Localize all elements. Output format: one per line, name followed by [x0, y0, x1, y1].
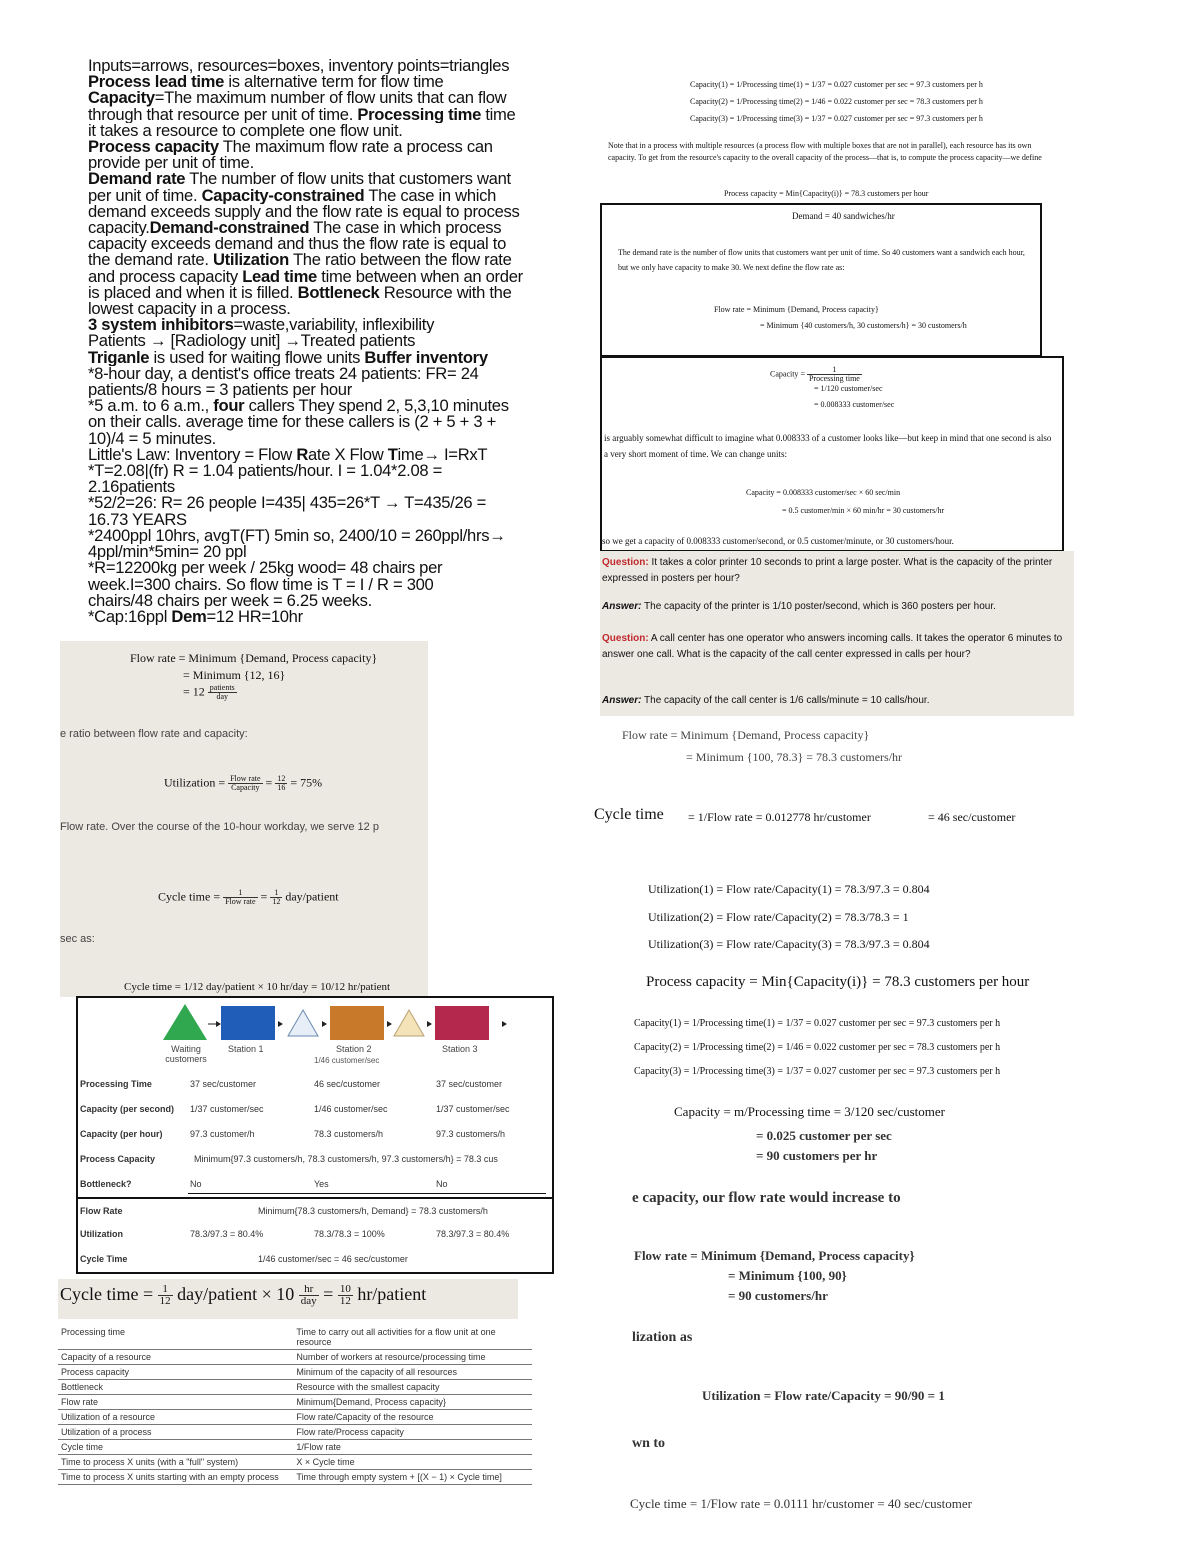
flow-rate-unit-den: day [216, 692, 228, 701]
note-term: four [213, 398, 245, 415]
arrow-icon [216, 1021, 221, 1027]
process-row-cell: 37 sec/customer [436, 1079, 503, 1089]
note-text: *52/2=26: R= 26 people I=435| 435=26*T → T=435/26 = [88, 495, 487, 512]
process-row-label: Flow Rate [80, 1206, 123, 1216]
process-row-cell: 37 sec/customer [190, 1079, 257, 1089]
note-text: *R=12200kg per week / 25kg wood= 48 chairs per [88, 560, 443, 577]
note-term: Capacity-constrained [201, 187, 365, 204]
cycle-n2: 1 [270, 889, 282, 898]
note-line [88, 431, 578, 447]
utilization-3: Utilization(3) = Flow rate/Capacity(3) = 78.3/97.3 = 0.804 [648, 937, 930, 951]
definition-row [58, 1395, 532, 1410]
utilization-1: Utilization(1) = Flow rate/Capacity(1) = 78.3/97.3 = 0.804 [648, 882, 930, 896]
note-line [88, 252, 578, 268]
definition-term: Utilization of a resource [58, 1410, 293, 1425]
note-text: Patients → [Radiology unit] →Treated patients [88, 333, 416, 350]
note-text: 16.73 YEARS [88, 511, 187, 528]
note-text: ate X Flow [308, 446, 388, 464]
note-term: Process capacity [88, 139, 219, 156]
note-term: Utilization [212, 252, 289, 269]
cycle-time-label: Cycle time [594, 806, 664, 823]
waiting-triangle-icon [163, 1004, 207, 1040]
note-text: =12 HR=10hr [206, 608, 303, 626]
capacity-b-1: Capacity = m/Processing time = 3/120 sec/customer [674, 1104, 946, 1119]
process-note: Note that in a process with multiple resources (a process flow with multiple boxes that are not in parallel), each resource has its own capacity. To get from the resource's capacity to the overall capacity of the process—that is, to compute the process capacity—we define [608, 141, 1042, 162]
note-text: through that resource per unit of time. [88, 106, 358, 123]
util-n2: 12 [277, 774, 286, 783]
process-row-label: Capacity (per hour) [80, 1129, 163, 1139]
capacity-b-3: = 90 customers per hr [756, 1148, 878, 1163]
note-line [88, 123, 578, 139]
demand-box [600, 203, 1042, 357]
definitions-table [58, 1325, 532, 1485]
cycle-big-n2: hr [299, 1284, 319, 1296]
cycle-time-formula [60, 1284, 426, 1307]
process-row-cell: 97.3 customers/h [436, 1129, 506, 1139]
capacity-line-3: Capacity(3) = 1/Processing time(3) = 1/37 = 0.027 customer per sec = 97.3 customers per h [690, 114, 983, 123]
cycle-big-n3: 10 [339, 1283, 351, 1296]
cycle-big-mid: day/patient × 10 [177, 1284, 295, 1304]
note-line [88, 560, 578, 576]
note-text: time [481, 106, 516, 123]
station-1-box [221, 1006, 275, 1040]
definition-term: Utilization of a process [58, 1425, 293, 1440]
flow-rate-line-1: Flow rate = Minimum {Demand, Process capacity} [130, 651, 378, 665]
cycle-time-c: Cycle time = 1/Flow rate = 0.0111 hr/customer = 40 sec/customer [630, 1496, 972, 1511]
capacity-b-2: = 0.025 customer per sec [756, 1128, 892, 1143]
note-term: Capacity [88, 90, 155, 107]
note-text: patients/8 hours = 3 patients per hour [88, 382, 352, 399]
util-frac-den: Capacity [231, 783, 260, 792]
note-term: Triganle [88, 349, 150, 366]
definition-row [58, 1470, 532, 1485]
answer-1-label: Answer: [602, 601, 642, 612]
utilization-2: Utilization(2) = Flow rate/Capacity(2) = 78.3/78.3 = 1 [648, 910, 909, 924]
note-line [88, 479, 578, 495]
answer-1-text: The capacity of the printer is 1/10 poster/second, which is 360 posters per hour. [641, 601, 996, 612]
arrow-icon [278, 1021, 283, 1027]
cycle-den: Flow rate [225, 897, 256, 906]
demand-text: The demand rate is the number of flow units that customers want per unit of time. So 40 customers want a sandwich each hour, but we only have capacity to make 30. We next define the flow rate as: [618, 248, 1025, 272]
note-text: capacity. [88, 220, 150, 237]
definition-row [58, 1440, 532, 1455]
capacity-result: so we get a capacity of 0.008333 customer/second, or 0.5 customer/minute, or 30 customers/hour. [602, 536, 954, 546]
cycle-unit: day/patient [285, 889, 339, 904]
definition-row [58, 1325, 532, 1350]
capacity-2-line-3: Capacity(3) = 1/Processing time(3) = 1/37 = 0.027 customer per sec = 97.3 customers per h [634, 1066, 1001, 1077]
note-text: =The maximum number of flow units that can flow [154, 90, 507, 107]
station-3-box [435, 1006, 489, 1040]
cycle-d2: 12 [272, 897, 281, 906]
capacity-line-2: Capacity(2) = 1/Processing time(2) = 1/46 = 0.022 customer per sec = 78.3 customers per h [690, 97, 983, 106]
capacity-conv-1: Capacity = 0.008333 customer/sec × 60 sec/min [746, 488, 901, 497]
flow-rate-c-3: = 90 customers/hr [728, 1288, 828, 1303]
process-table-row [78, 1147, 552, 1172]
definition-row [58, 1410, 532, 1425]
arrow-icon [387, 1021, 392, 1027]
process-table-row [78, 1097, 552, 1122]
process-row-cell: 1/37 customer/sec [190, 1104, 264, 1114]
arrow-icon [322, 1021, 327, 1027]
note-term: Process lead time [88, 74, 225, 91]
capacity-2-line-2: Capacity(2) = 1/Processing time(2) = 1/46 = 0.022 customer per sec = 78.3 customers per h [634, 1042, 1001, 1053]
increase-text: e capacity, our flow rate would increase to [632, 1190, 901, 1206]
utilization-line [164, 775, 322, 792]
utilization-as-text: lization as [632, 1330, 693, 1345]
definition-term: Processing time [58, 1325, 293, 1350]
definition-formula: Time to carry out all activities for a flow unit at one resource [293, 1325, 532, 1350]
down-to-text: wn to [632, 1436, 666, 1451]
note-text: is placed and when it is filled. [88, 284, 298, 302]
definition-row [58, 1365, 532, 1380]
process-flow-table [76, 996, 554, 1274]
note-text: is alternative term for flow time [224, 74, 444, 91]
note-text: The maximum flow rate a process can [218, 139, 493, 156]
note-term: Demand rate [88, 171, 186, 188]
note-line [88, 74, 578, 90]
note-line [88, 512, 578, 528]
capacity-2-line-1: Capacity(1) = 1/Processing time(1) = 1/37 = 0.027 customer per sec = 97.3 customers per h [634, 1018, 1001, 1029]
process-row-cell: No [190, 1179, 202, 1189]
note-text: Inputs=arrows, resources=boxes, inventory points=triangles [88, 58, 510, 75]
definition-formula: Time through empty system + [(X − 1) × Cycle time] [293, 1470, 532, 1485]
demand-line: Demand = 40 sandwiches/hr [792, 211, 895, 221]
process-row-label: Utilization [80, 1229, 123, 1239]
definition-row [58, 1425, 532, 1440]
note-term: Bottleneck [297, 284, 380, 302]
flow-rate-line-3 [183, 684, 237, 701]
note-text: capacity exceeds demand and thus the flow rate is equal to [88, 236, 506, 253]
note-line [88, 447, 578, 463]
process-row-cell: Yes [314, 1179, 329, 1189]
note-text: Little's Law: Inventory = Flow [88, 446, 297, 464]
demand-flow-rate-2: = Minimum {40 customers/h, 30 customers/h} = 30 customers/h [760, 321, 967, 330]
ratio-text: e ratio between flow rate and capacity: [60, 728, 248, 740]
capacity-line-1: Capacity(1) = 1/Processing time(1) = 1/37 = 0.027 customer per sec = 97.3 customers per h [690, 80, 983, 89]
cycle-big-post: hr/patient [357, 1284, 427, 1304]
cycle-time-line-2: Cycle time = 1/12 day/patient × 10 hr/day = 10/12 hr/patient [124, 981, 391, 993]
cycle-time-result: = 46 sec/customer [928, 810, 1016, 824]
cycle-big-n1: 1 [158, 1284, 173, 1296]
note-text: 4ppl/min*5min= 20 ppl [88, 544, 247, 561]
note-text: week.I=300 chairs. So flow time is T = I / R = 300 [88, 576, 434, 593]
note-text: The case in which process [309, 220, 502, 237]
util-eq: = [265, 775, 273, 790]
question-2 [602, 631, 1068, 663]
note-line [88, 495, 578, 511]
process-row-cell: 1/46 customer/sec [314, 1104, 388, 1114]
cycle-big-pre: Cycle time = [60, 1284, 154, 1304]
note-text: *Cap:16ppl [88, 608, 172, 626]
process-row-label: Processing Time [80, 1079, 152, 1089]
definition-formula: Flow rate/Process capacity [293, 1425, 532, 1440]
note-text: demand exceeds supply and the flow rate is equal to process [88, 203, 520, 221]
definition-term: Process capacity [58, 1365, 293, 1380]
demand-flow-rate-1: Flow rate = Minimum {Demand, Process capacity} [714, 305, 879, 314]
util-result: = 75% [290, 775, 323, 790]
capacity-argument: is arguably somewhat difficult to imagine what 0.008333 of a customer looks like—but keep in mind that one second is also a very short moment of time. We can change units: [604, 433, 1052, 459]
note-line [88, 382, 578, 398]
cycle-label: Cycle time = [158, 889, 221, 904]
answer-1 [602, 601, 1068, 612]
note-line [88, 90, 578, 106]
definition-row [58, 1455, 532, 1470]
note-text: time between when an order [316, 268, 523, 285]
note-line [88, 171, 578, 187]
capacity-label: Capacity [770, 369, 799, 379]
definition-term: Time to process X units (with a "full" system) [58, 1455, 293, 1470]
note-text: *8-hour day, a dentist's office treats 24 patients: FR= 24 [88, 365, 479, 383]
note-text: The case in which [364, 187, 497, 204]
stage-station-2: Station 2 [336, 1044, 372, 1054]
stage-station-3: Station 3 [442, 1044, 478, 1054]
definition-term: Time to process X units starting with an empty process [58, 1470, 293, 1485]
note-text: chairs/48 chairs per week = 6.25 weeks. [88, 592, 372, 609]
cycle-num: 1 [223, 889, 257, 898]
flow-rate-unit-num: patients [209, 683, 235, 692]
note-text: lowest capacity in a process. [88, 301, 291, 318]
flow-rate-value: = 12 [183, 684, 205, 699]
arrow-icon [502, 1021, 507, 1027]
process-row-span: Minimum{97.3 customers/h, 78.3 customers/h, 97.3 customers/h} = 78.3 cus [194, 1154, 498, 1164]
note-text: 10)/4 = 5 minutes. [88, 430, 216, 447]
answer-2-label: Answer: [602, 695, 642, 706]
process-row-span: Minimum{78.3 customers/h, Demand} = 78.3 customers/h [258, 1206, 488, 1216]
note-text: on their calls. average time for these callers is (2 + 5 + 3 + [88, 414, 496, 431]
flow-rate-c-1: Flow rate = Minimum {Demand, Process capacity} [634, 1248, 915, 1263]
cycle-time-line [158, 889, 339, 906]
note-line [88, 593, 578, 609]
note-line [88, 155, 578, 171]
note-text: *T=2.08|(fr) R = 1.04 patients/hour. I = 1.04*2.08 = [88, 463, 443, 480]
note-line [88, 609, 578, 625]
process-row-cell: 97.3 customer/h [190, 1129, 255, 1139]
buffer-triangle-icon [394, 1010, 424, 1036]
flow-rate-panel [60, 641, 428, 997]
utilization-c: Utilization = Flow rate/Capacity = 90/90 = 1 [702, 1388, 945, 1403]
note-term: T [387, 446, 398, 464]
question-1-label: Question: [602, 557, 649, 568]
process-table-row [78, 1122, 552, 1147]
process-capacity: Process capacity = Min{Capacity(i)} = 78.3 customers per hour [646, 974, 1030, 990]
cycle-big-eq: = [323, 1284, 334, 1304]
note-text: provide per unit of time. [88, 155, 254, 172]
note-line [88, 301, 578, 317]
process-row-span: 1/46 customer/sec = 46 sec/customer [258, 1254, 408, 1264]
station-2-box [330, 1006, 384, 1040]
note-line [88, 269, 578, 285]
process-table-row [78, 1172, 552, 1197]
stage-note: 1/46 customer/sec [314, 1056, 380, 1065]
note-text: and process capacity [88, 268, 243, 285]
process-row-cell: 46 sec/customer [314, 1079, 381, 1089]
note-text: ime→ I=RxT [397, 446, 488, 464]
flow-rate-line-2: = Minimum {12, 16} [183, 668, 286, 682]
note-line [88, 333, 578, 349]
definition-term: Bottleneck [58, 1380, 293, 1395]
note-line [88, 188, 578, 204]
sec-as-text: sec as: [60, 933, 95, 945]
process-row-label: Process Capacity [80, 1154, 156, 1164]
process-row-cell: 1/37 customer/sec [436, 1104, 510, 1114]
note-line [88, 204, 578, 220]
question-2-text: A call center has one operator who answers incoming calls. It takes the operator 6 minutes to answer one call. What is the capacity of the call center expressed in calls per hour? [602, 633, 1063, 660]
note-line [88, 58, 578, 74]
capacity-eq-3: = 0.008333 customer/sec [814, 400, 895, 409]
definition-formula: Number of workers at resource/processing time [293, 1350, 532, 1365]
note-term: Lead time [242, 268, 317, 285]
process-flow-diagram [78, 998, 552, 1048]
cycle-big-d2: day [300, 1295, 317, 1308]
capacity-eq-2: = 1/120 customer/sec [814, 384, 883, 393]
questions-panel [600, 551, 1074, 716]
note-text: per unit of time. [88, 187, 202, 204]
process-table-row [78, 1072, 552, 1097]
question-1-text: It takes a color printer 10 seconds to print a large poster. What is the capacity of the printer expressed in posters per hour? [602, 557, 1053, 584]
stage-waiting: Waiting customers [165, 1044, 207, 1064]
definition-row [58, 1350, 532, 1365]
definition-term: Capacity of a resource [58, 1350, 293, 1365]
note-text: 2.16patients [88, 479, 175, 496]
util-frac-num: Flow rate [230, 774, 261, 783]
process-row-cell: 78.3/97.3 = 80.4% [436, 1229, 510, 1239]
note-text: =waste,variability, inflexibility [233, 317, 435, 334]
process-row-cell: 78.3 customers/h [314, 1129, 384, 1139]
note-line [88, 463, 578, 479]
question-1 [602, 555, 1068, 587]
note-line [88, 366, 578, 382]
definition-formula: X × Cycle time [293, 1455, 532, 1470]
cycle-time-banner [58, 1279, 518, 1319]
note-line [88, 317, 578, 333]
note-term: Dem [171, 608, 207, 626]
note-line [88, 577, 578, 593]
note-text: the demand rate. [88, 252, 213, 269]
process-row-cell: No [436, 1179, 448, 1189]
capacity-conv-2: = 0.5 customer/min × 60 min/hr = 30 customers/hr [782, 506, 945, 515]
definition-formula: Flow rate/Capacity of the resource [293, 1410, 532, 1425]
note-line [88, 139, 578, 155]
cycle-big-d3: 12 [339, 1295, 351, 1308]
process-row-label: Capacity (per second) [80, 1104, 175, 1114]
cycle-eq: = [260, 889, 268, 904]
capacity-line: Capacity = $\frac{1}{\text{Processing time}}$ [770, 365, 860, 383]
process-table-row [78, 1222, 552, 1247]
definition-term: Cycle time [58, 1440, 293, 1455]
note-text: The ratio between the flow rate [288, 252, 512, 269]
note-text: *2400ppl 10hrs, avgT(FT) 5min so, 2400/10 = 260ppl/hrs→ [88, 527, 506, 545]
question-2-label: Question: [602, 633, 649, 644]
process-table-row [78, 1247, 552, 1272]
process-row-cell: 78.3/97.3 = 80.4% [190, 1229, 264, 1239]
flow-rate-a: Flow rate = Minimum {Demand, Process capacity} [622, 728, 870, 742]
note-line [88, 285, 578, 301]
note-line [88, 350, 578, 366]
capacity-num: 1 [807, 366, 862, 375]
note-term: Buffer inventory [364, 349, 488, 366]
definition-formula: Minimum{Demand, Process capacity} [293, 1395, 532, 1410]
definition-formula: Resource with the smallest capacity [293, 1380, 532, 1395]
definition-formula: Minimum of the capacity of all resources [293, 1365, 532, 1380]
note-line [88, 220, 578, 236]
cycle-big-d1: 12 [159, 1295, 171, 1308]
note-text: it takes a resource to complete one flow unit. [88, 122, 403, 140]
notes-text [88, 58, 578, 625]
util-d2: 16 [277, 783, 286, 792]
note-line [88, 236, 578, 252]
note-line [88, 414, 578, 430]
utilization-label: Utilization = [164, 775, 226, 790]
process-row-label: Bottleneck? [80, 1179, 132, 1189]
definition-row [58, 1380, 532, 1395]
process-row-label: Cycle Time [80, 1254, 128, 1264]
note-term: Processing time [357, 106, 482, 123]
stage-station-1: Station 1 [228, 1044, 264, 1054]
note-text: *5 a.m. to 6 a.m., [88, 398, 214, 415]
note-term: Demand-constrained [149, 220, 310, 237]
note-term: 3 system inhibitors [88, 317, 234, 334]
capacity-den: Processing time [808, 374, 860, 383]
note-text: callers They spend 2, 5,3,10 minutes [244, 398, 509, 415]
note-line [88, 528, 578, 544]
arrow-icon [427, 1021, 432, 1027]
process-row-cell: 78.3/78.3 = 100% [314, 1229, 385, 1239]
definition-term: Flow rate [58, 1395, 293, 1410]
note-line [88, 107, 578, 123]
note-term: R [296, 446, 308, 464]
note-text: is used for waiting flowe units [149, 349, 365, 366]
note-text: The number of flow units that customers want [185, 171, 511, 188]
cycle-time-mid: = 1/Flow rate = 0.012778 hr/customer [688, 810, 871, 824]
answer-2-text: The capacity of the call center is 1/6 calls/minute = 10 calls/hour. [641, 695, 930, 706]
note-text: Resource with the [379, 284, 512, 302]
definition-formula: 1/Flow rate [293, 1440, 532, 1455]
flow-rate-text: Flow rate. Over the course of the 10-hour workday, we serve 12 p [60, 821, 379, 833]
answer-2 [602, 695, 1068, 706]
flow-rate-c-2: = Minimum {100, 90} [728, 1268, 847, 1283]
process-capacity-note: Process capacity = Min{Capacity(i)} = 78.3 customers per hour [724, 189, 929, 198]
bottleneck-underline [188, 1193, 546, 1194]
flow-rate-b: = Minimum {100, 78.3} = 78.3 customers/hr [686, 750, 903, 764]
capacity-box [600, 356, 1064, 552]
note-line [88, 544, 578, 560]
note-line [88, 398, 578, 414]
process-table-row [78, 1197, 552, 1224]
buffer-triangle-icon [288, 1010, 318, 1036]
